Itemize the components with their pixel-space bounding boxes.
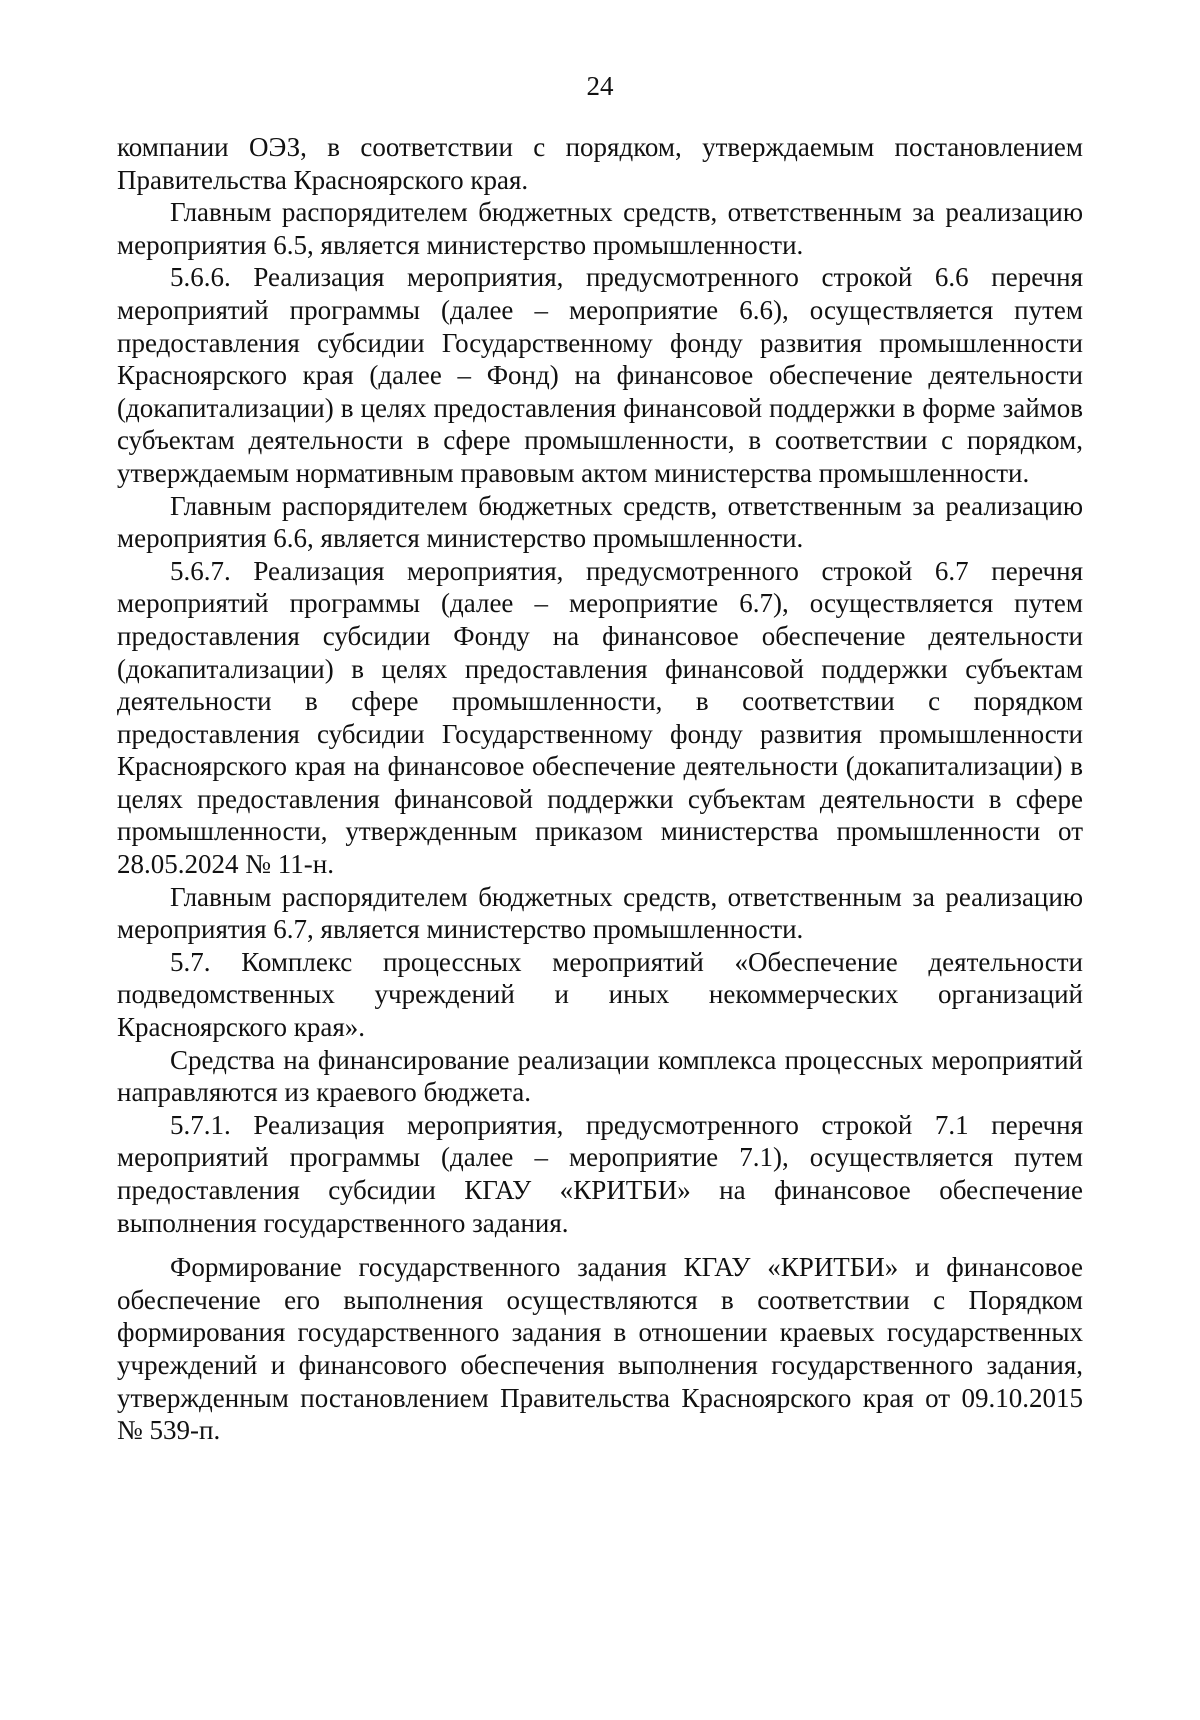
paragraph-5-6-7: 5.6.7. Реализация мероприятия, предусмотренного строкой 6.7 перечня мероприятий программы (далее – мероприятие 6.7), осуществляется путем предоставления субсидии Фонду на финансовое обеспечение деятельности (докапитализации) в целях предоставления финансовой поддержки субъектам деятельности в сфере промышленности, в соответствии с порядком предоставления субсидии Государственному фонду развития промышленности Красноярского края на финансовое обеспечение деятельности (докапитализации) в целях предоставления финансовой поддержки субъектам деятельности в сфере промышленности, утвержденным приказом министерства промышленности от 28.05.2024 № 11-н.: [117, 555, 1083, 880]
paragraph-5-6-6: 5.6.6. Реализация мероприятия, предусмотренного строкой 6.6 перечня мероприятий программы (далее – мероприятие 6.6), осуществляется путем предоставления субсидии Государственному фонду развития промышленности Красноярского края (далее – Фонд) на финансовое обеспечение деятельности (докапитализации) в целях предоставления финансовой поддержки в форме займов субъектам деятельности в сфере промышленности, в соответствии с порядком, утверждаемым нормативным правовым актом министерства промышленности.: [117, 262, 1083, 488]
document-body: [117, 131, 1083, 1447]
paragraph-continuation: компании ОЭЗ, в соответствии с порядком, утверждаемым постановлением Правительства Красноярского края.: [117, 132, 1083, 195]
page-number: 24: [586, 71, 614, 101]
paragraph-responsible-6-5: Главным распорядителем бюджетных средств, ответственным за реализацию мероприятия 6.5, является министерство промышленности.: [117, 197, 1083, 260]
paragraph-5-7: 5.7. Комплекс процессных мероприятий «Обеспечение деятельности подведомственных учреждений и иных некоммерческих организаций Красноярского края».: [117, 946, 1083, 1043]
paragraph-state-task: Формирование государственного задания КГАУ «КРИТБИ» и финансовое обеспечение его выполнения осуществляются в соответствии с Порядком формирования государственного задания в отношении краевых государственных учреждений и финансового обеспечения выполнения государственного задания, утвержденным постановлением Правительства Красноярского края от 09.10.2015 № 539-п.: [117, 1252, 1083, 1446]
paragraph-5-7-1: 5.7.1. Реализация мероприятия, предусмотренного строкой 7.1 перечня мероприятий программы (далее – мероприятие 7.1), осуществляется путем предоставления субсидии КГАУ «КРИТБИ» на финансовое обеспечение выполнения государственного задания.: [117, 1109, 1083, 1238]
paragraph-responsible-6-6: Главным распорядителем бюджетных средств, ответственным за реализацию мероприятия 6.6, является министерство промышленности.: [117, 490, 1083, 554]
paragraph-responsible-6-7: Главным распорядителем бюджетных средств, ответственным за реализацию мероприятия 6.7, является министерство промышленности.: [117, 881, 1083, 945]
paragraph-funding-7: Средства на финансирование реализации комплекса процессных мероприятий направляются из краевого бюджета.: [117, 1044, 1083, 1108]
